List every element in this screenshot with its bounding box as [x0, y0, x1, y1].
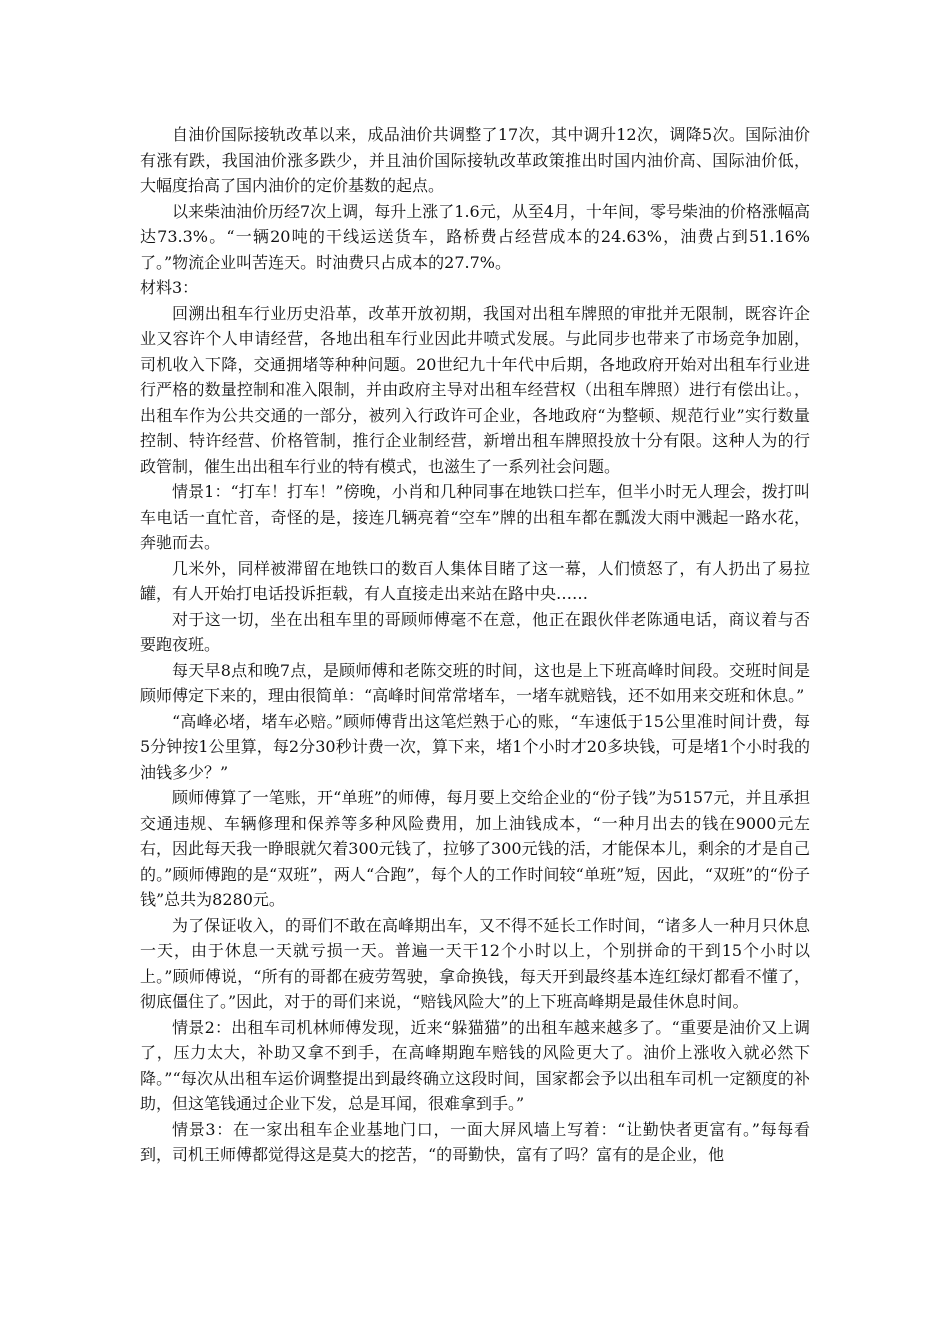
paragraph-fee-calculation: 顾师傅算了一笔账，开“单班”的师傅，每月要上交给企业的“份子钱”为5157元，并且承担交通违规、车辆修理和保养等多种风险费用，加上油钱成本，“一种月出去的钱在9000元左右，因此每天我一睁眼就欠着300元钱了，拉够了300元钱的活，才能保本儿，剩余的才是自己的。”顾师傅跑的是“双班”，两人“合跑”，每个人的工作时间较“单班”短，因此，“双班”的“份子钱”总共为8280元。: [140, 788, 810, 909]
paragraph-scene-2: 情景2：出租车司机林师傅发现，近来“躲猫猫”的出租车越来越多了。“重要是油价又上调了，压力太大，补助又拿不到手，在高峰期跑车赔钱的风险更大了。油价上涨收入就必然下降。”“每次从出租车运价调整提出到最终确立这段时间，国家都会予以出租车司机一定额度的补助，但这笔钱通过企业下发，总是耳闻，很难拿到手。”: [140, 1017, 810, 1113]
paragraph-taxi-history: 回溯出租车行业历史沿革，改革开放初期，我国对出租车牌照的审批并无限制，既容许企业又容许个人申请经营，各地出租车行业因此井喷式发展。与此同步也带来了市场竞争加剧，司机收入下降，交通拥堵等种种问题。20世纪九十年代中后期，各地政府开始对出租车行业进行严格的数量控制和准入限制，并由政府主导对出租车经营权（出租车牌照）进行有偿出让。，出租车作为公共交通的一部分，被列入行政许可企业，各地政府“为整顿、规范行业”实行数量控制、特许经营、价格管制，推行企业制经营，新增出租车牌照投放十分有限。这种人为的行政管制，催生出出租车行业的特有模式，也滋生了一系列社会问题。: [140, 303, 810, 476]
material-3-heading: 材料3：: [140, 278, 199, 297]
paragraph-scene-1: 情景1：“打车！打车！”傍晚，小肖和几种同事在地铁口拦车，但半小时无人理会，拨打叫车电话一直忙音，奇怪的是，接连几辆亮着“空车”牌的出租车都在瓢泼大雨中溅起一路水花，奔驰而去。: [140, 482, 810, 552]
paragraph-shift-change: 每天早8点和晚7点，是顾师傅和老陈交班的时间，这也是上下班高峰时间段。交班时间是顾师傅定下来的，理由很简单：“高峰时间常常堵车，一堵车就赔钱，还不如用来交班和休息。”: [140, 660, 810, 705]
paragraph-diesel-price: 以来柴油油价历经7次上调，每升上涨了1.6元，从至4月，十年间，零号柴油的价格涨幅高达73.3%。“一辆20吨的干线运送货车，路桥费占经营成本的24.63%，油费占到51.16%了。”物流企业叫苦连天。时油费只占成本的27.7%。: [140, 201, 810, 272]
paragraph-driver-gu-phone: 对于这一切，坐在出租车里的哥顾师傅毫不在意，他正在跟伙伴老陈通电话，商议着与否要跑夜班。: [140, 609, 810, 654]
paragraph-scene-3: 情景3：在一家出租车企业基地门口，一面大屏风墙上写着：“让勤快者更富有。”每每看到，司机王师傅都觉得这是莫大的挖苦，“的哥勤快，富有了吗？富有的是企业，他: [140, 1119, 810, 1164]
paragraph-crowd-reaction: 几米外，同样被滞留在地铁口的数百人集体目睹了这一幕，人们愤怒了，有人扔出了易拉罐，有人开始打电话投诉拒载，有人直接走出来站在路中央……: [140, 558, 810, 603]
paragraph-oil-price-adjustments: 自油价国际接轨改革以来，成品油价共调整了17次，其中调升12次，调降5次。国际油价有涨有跌，我国油价涨多跌少，并且油价国际接轨改革政策推出时国内油价高、国际油价低，大幅度抬高了国内油价的定价基数的起点。: [140, 125, 810, 195]
paragraph-working-hours: 为了保证收入，的哥们不敢在高峰期出车，又不得不延长工作时间，“诸多人一种月只休息一天，由于休息一天就亏损一天。普遍一天干12个小时以上，个别拼命的干到15个小时以上。”顾师傅说，“所有的哥都在疲劳驾驶，拿命换钱，每天开到最终基本连红绿灯都看不懂了，彻底僵住了。”因此，对于的哥们来说，“赔钱风险大”的上下班高峰期是最佳休息时间。: [140, 915, 810, 1011]
document-body: [140, 122, 810, 1168]
paragraph-traffic-cost: “高峰必堵，堵车必赔。”顾师傅背出这笔烂熟于心的账，“车速低于15公里准时间计费，每5分钟按1公里算，每2分30秒计费一次，算下来，堵1个小时才20多块钱，可是堵1个小时我的油钱多少？”: [140, 711, 810, 782]
